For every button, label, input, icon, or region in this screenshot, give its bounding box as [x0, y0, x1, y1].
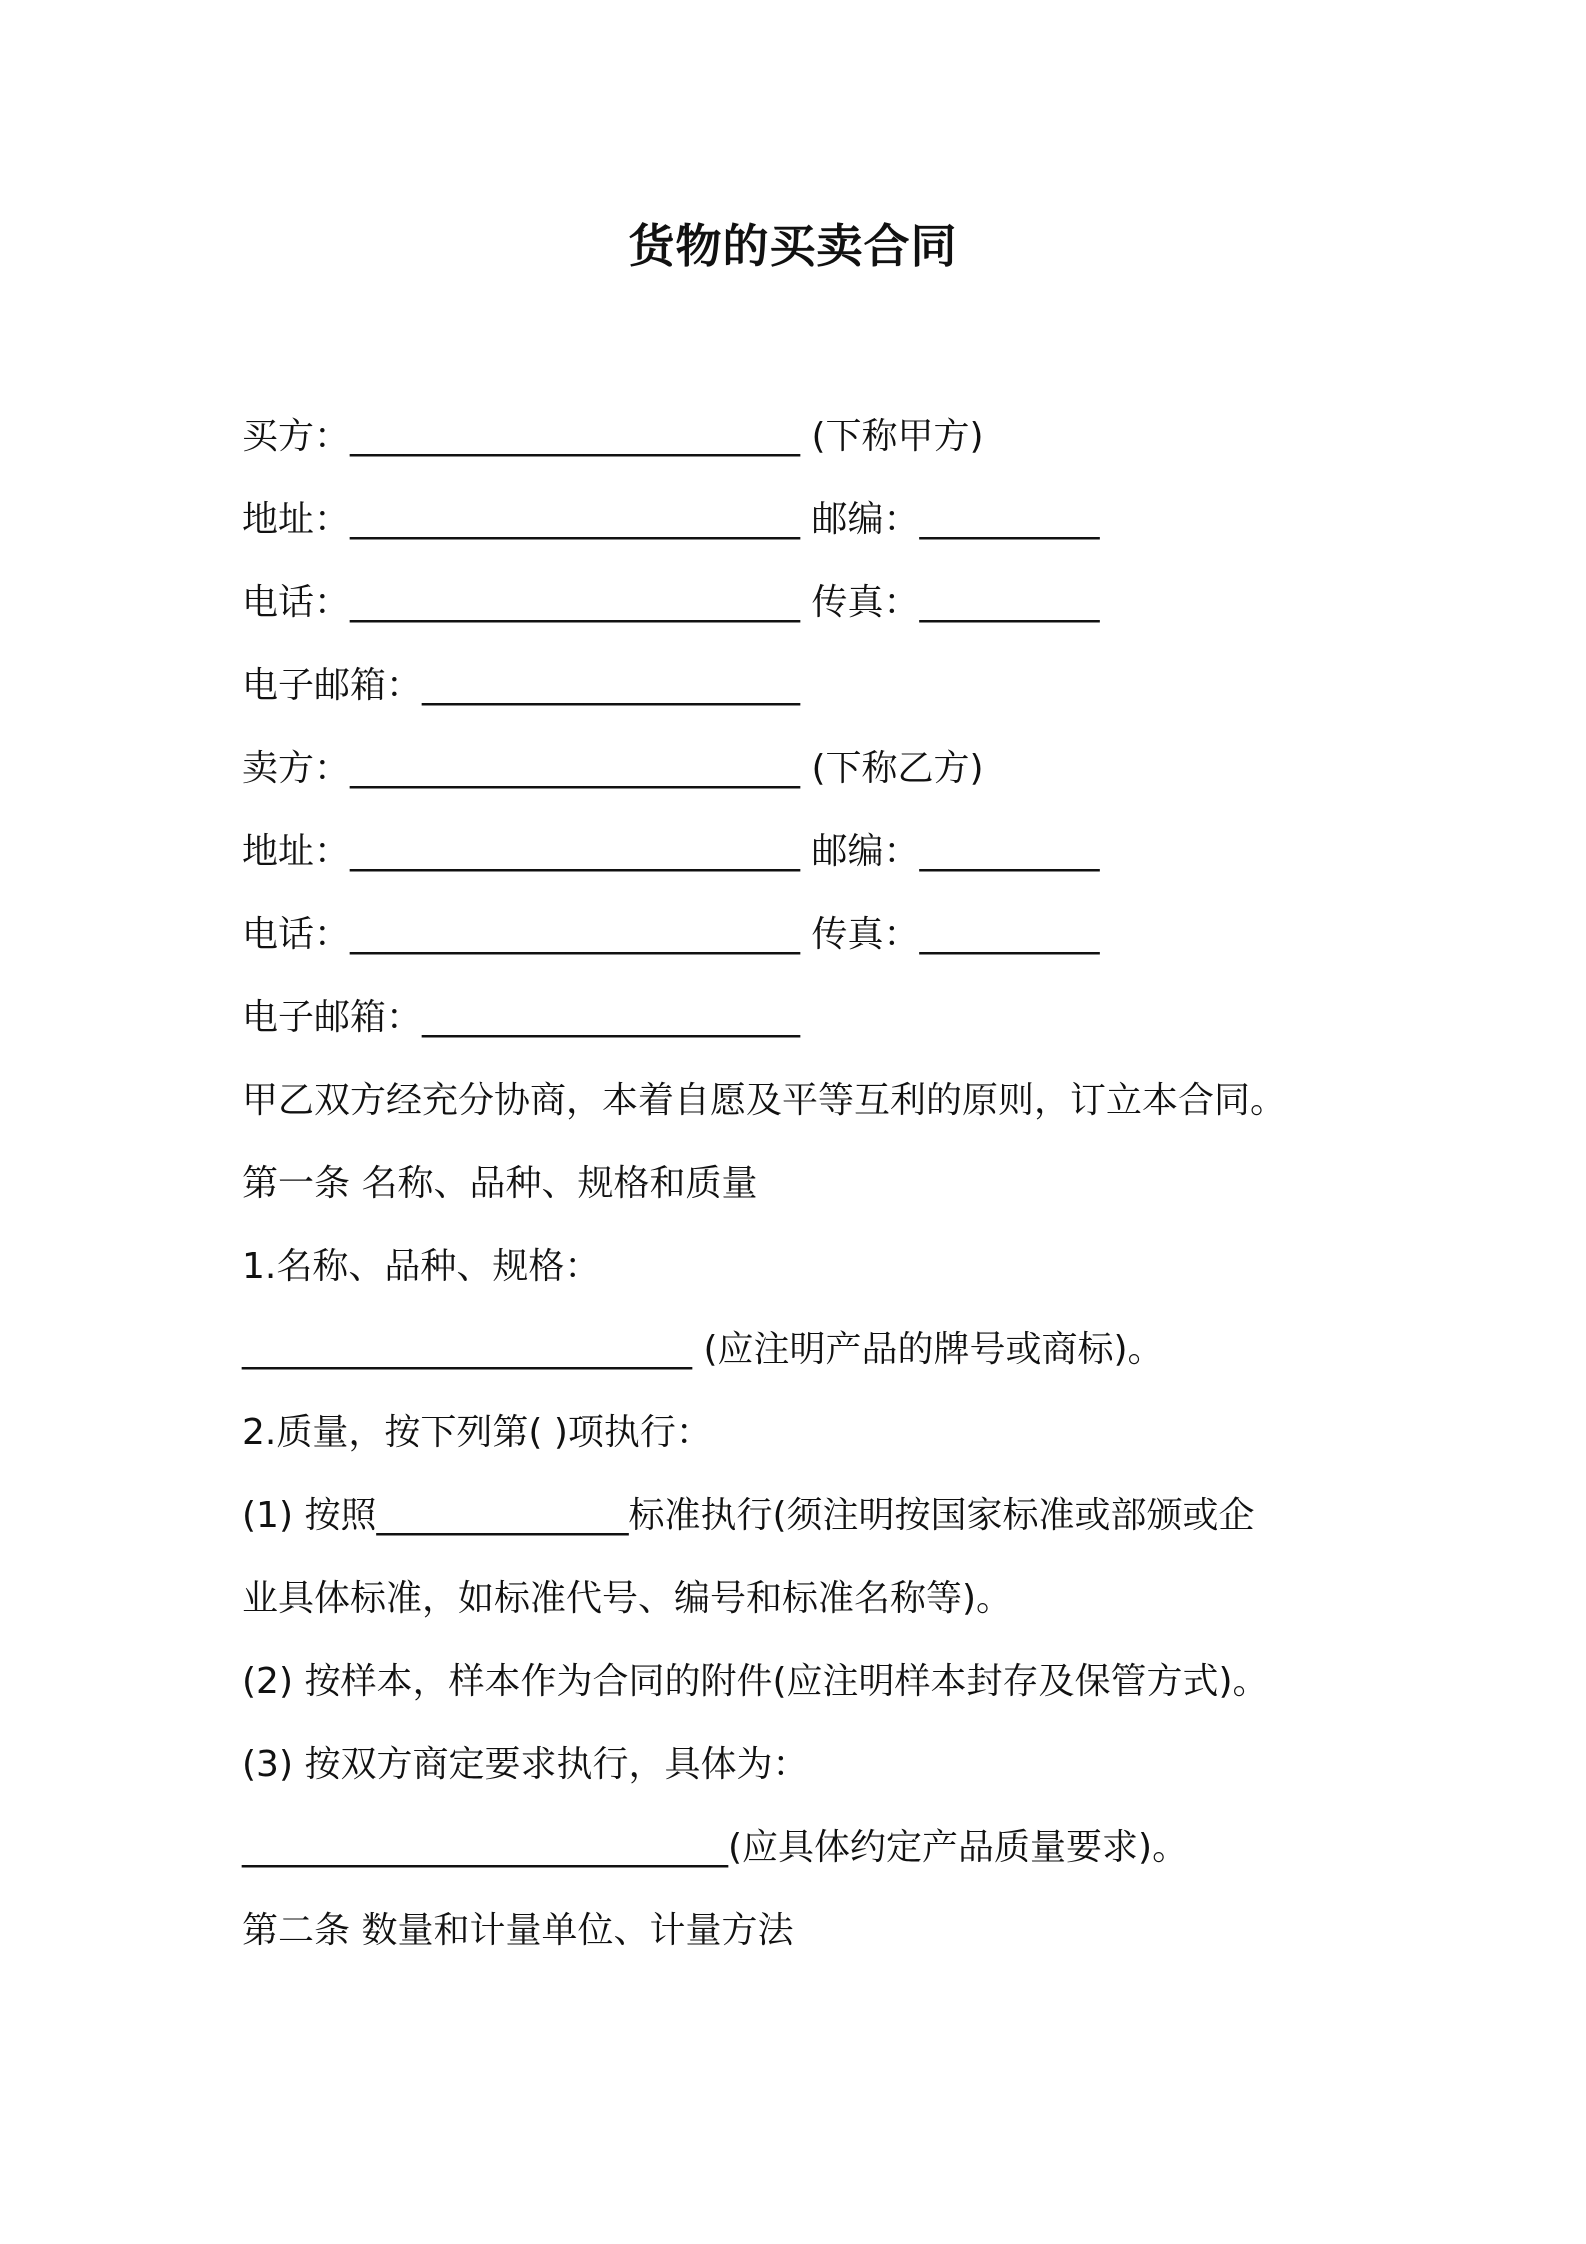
article-2-heading: 第二条 数量和计量单位、计量方法	[242, 1910, 794, 1951]
quality-option-1: (1) 按照______________标准执行(须注明按国家标准或部颁或企	[242, 1495, 1255, 1536]
buyer-phone-line: 电话：_________________________ 传真：__________	[242, 582, 1100, 623]
item-1-name-spec: 1.名称、品种、规格：	[242, 1246, 601, 1287]
item-1-blank-line: _________________________ (应注明产品的牌号或商标)。	[242, 1329, 1164, 1370]
quality-option-2: (2) 按样本，样本作为合同的附件(应注明样本封存及保管方式)。	[242, 1661, 1269, 1702]
buyer-line: 买方：_________________________ (下称甲方)	[242, 416, 984, 457]
seller-phone-line: 电话：_________________________ 传真：__________	[242, 914, 1100, 955]
buyer-address-line: 地址：_________________________ 邮编：__________	[242, 499, 1100, 540]
preamble-paragraph: 甲乙双方经充分协商，本着自愿及平等互利的原则，订立本合同。	[242, 1080, 1287, 1121]
article-1-heading: 第一条 名称、品种、规格和质量	[242, 1163, 758, 1204]
item-2-quality: 2.质量，按下列第( )项执行：	[242, 1412, 712, 1453]
quality-option-3: (3) 按双方商定要求执行，具体为：	[242, 1744, 809, 1785]
quality-option-1-cont: 业具体标准，如标准代号、编号和标准名称等)。	[242, 1578, 1013, 1619]
seller-line: 卖方：_________________________ (下称乙方)	[242, 748, 984, 789]
seller-address-line: 地址：_________________________ 邮编：__________	[242, 831, 1100, 872]
buyer-email-line: 电子邮箱：_____________________	[242, 665, 801, 706]
seller-email-line: 电子邮箱：_____________________	[242, 997, 801, 1038]
quality-option-3-blank: ___________________________(应具体约定产品质量要求)。	[242, 1827, 1189, 1868]
document-title: 货物的买卖合同	[628, 219, 958, 273]
